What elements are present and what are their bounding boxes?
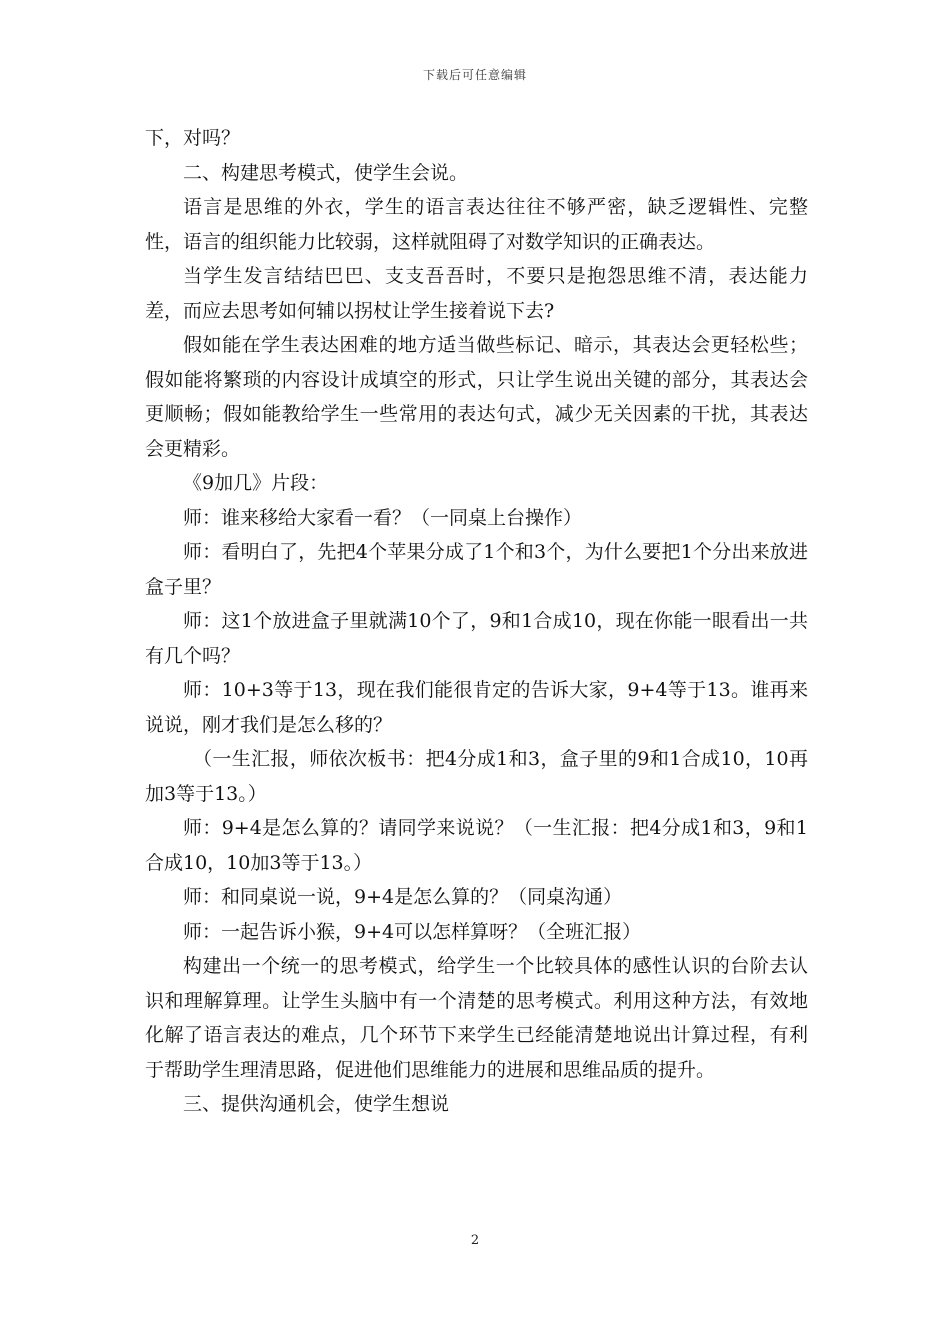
section-heading: 三、提供沟通机会，使学生想说 [183, 1093, 450, 1115]
paragraph: （一生汇报，师依次板书：把4分成1和3，盒子里的9和1合成10，10再加3等于13。） [145, 748, 808, 805]
paragraph: 当学生发言结结巴巴、支支吾吾时，不要只是抱怨思维不清，表达能力差，而应去思考如何辅以拐杖让学生接着说下去? [145, 265, 808, 322]
paragraph: 师：看明白了，先把4个苹果分成了1个和3个，为什么要把1个分出来放进盒子里？ [145, 541, 808, 598]
paragraph: 师：这1个放进盒子里就满10个了，9和1合成10，现在你能一眼看出一共有几个吗？ [145, 610, 808, 667]
paragraph: 构建出一个统一的思考模式，给学生一个比较具体的感性认识的台阶去认识和理解算理。让学生头脑中有一个清楚的思考模式。利用这种方法，有效地化解了语言表达的难点，几个环节下来学生已经能清楚地说出计算过程，有利于帮助学生理清思路，促进他们思维能力的进展和思维品质的提升。 [145, 955, 808, 1081]
paragraph: 师：10+3等于13，现在我们能很肯定的告诉大家，9+4等于13。谁再来说说，刚才我们是怎么移的？ [145, 679, 808, 736]
paragraph: 师：9+4是怎么算的？请同学来说说？（一生汇报：把4分成1和3，9和1合成10，10加3等于13。） [145, 817, 808, 874]
section-heading: 二、构建思考模式，使学生会说。 [183, 161, 469, 184]
paragraph: 《9加几》片段： [183, 472, 329, 494]
page-header: 下载后可任意编辑 [422, 68, 527, 82]
paragraph: 师：谁来移给大家看一看？（一同桌上台操作） [183, 506, 583, 529]
paragraph: 语言是思维的外衣，学生的语言表达往往不够严密，缺乏逻辑性、完整性，语言的组织能力比较弱，这样就阻碍了对数学知识的正确表达。 [145, 196, 808, 253]
paragraph: 师：一起告诉小猴，9+4可以怎样算呀？（全班汇报） [183, 920, 642, 943]
paragraph: 下，对吗？ [145, 127, 241, 149]
page-number: 2 [470, 1233, 480, 1248]
paragraph: 师：和同桌说一说，9+4是怎么算的？（同桌沟通） [183, 886, 623, 908]
document-body [145, 121, 808, 1122]
paragraph: 假如能在学生表达困难的地方适当做些标记、暗示，其表达会更轻松些；假如能将繁琐的内容设计成填空的形式，只让学生说出关键的部分，其表达会更顺畅；假如能教给学生一些常用的表达句式，减少无关因素的干扰，其表达会更精彩。 [145, 334, 808, 460]
